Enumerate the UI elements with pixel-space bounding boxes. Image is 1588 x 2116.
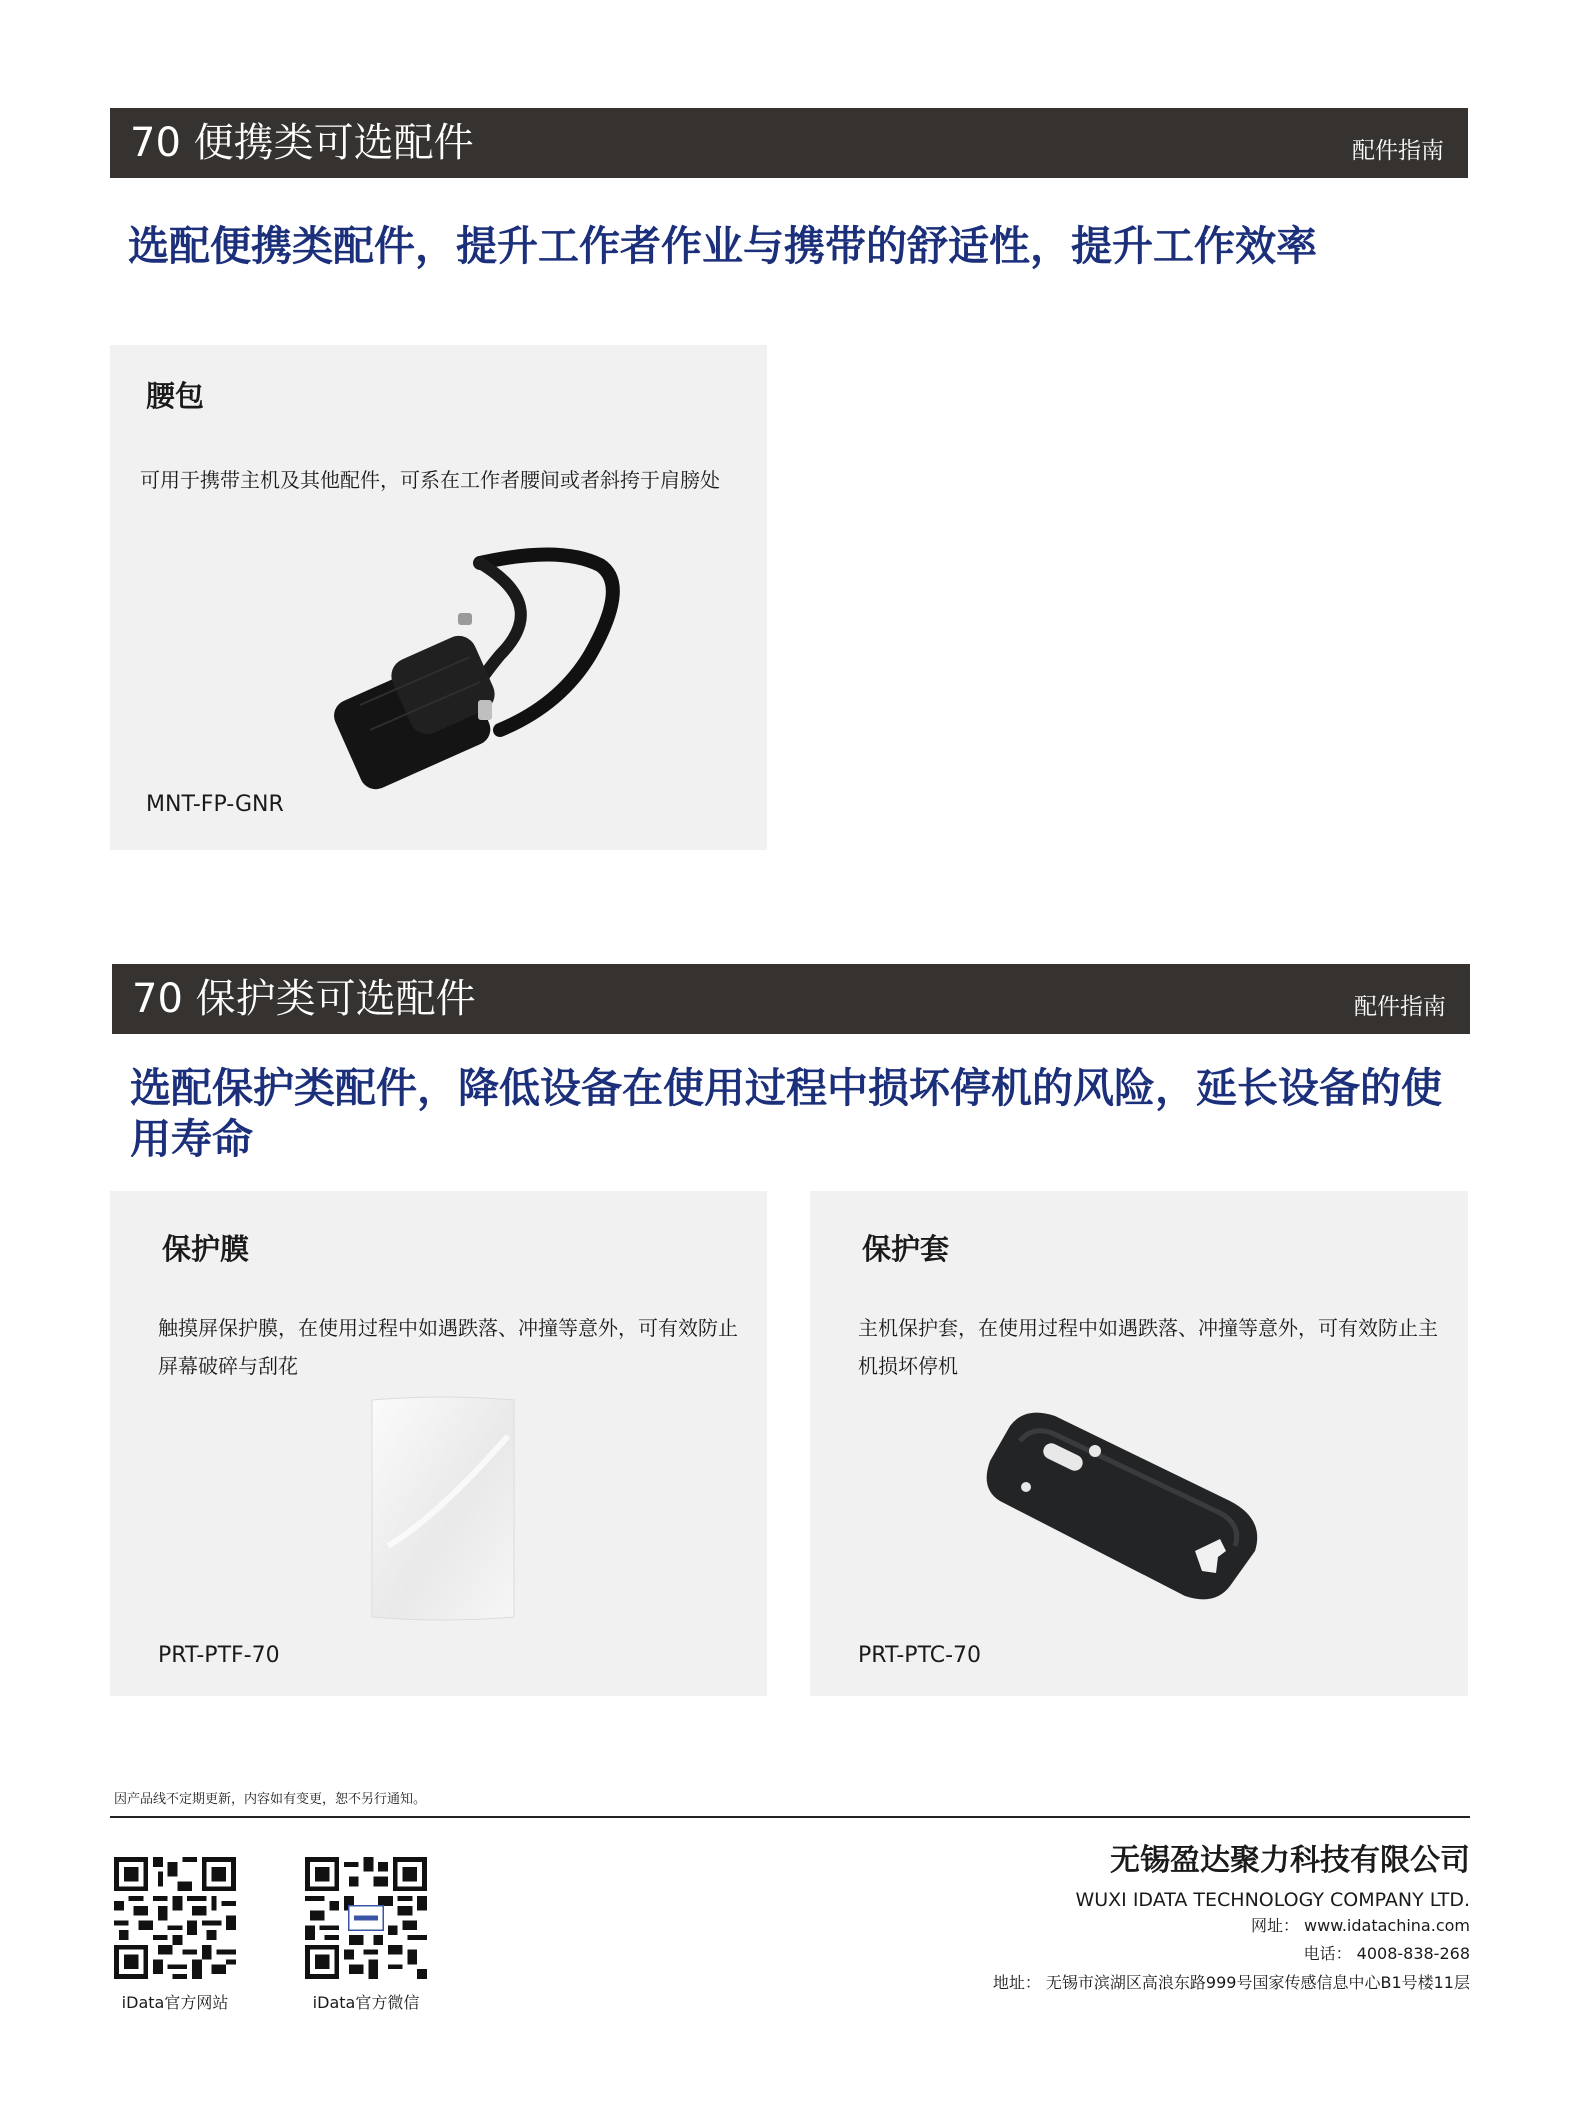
section-tag: 配件指南 xyxy=(1354,994,1446,1020)
company-name-cn: 无锡盈达聚力科技有限公司 xyxy=(1110,1843,1470,1878)
card-sku: PRT-PTF-70 xyxy=(158,1643,280,1668)
section-headline: 选配便携类配件，提升工作者作业与携带的舒适性，提升工作效率 xyxy=(128,222,1317,270)
wechat-qr-code[interactable] xyxy=(305,1857,427,1979)
footer-divider xyxy=(110,1816,1470,1818)
accessory-card-protective-case xyxy=(810,1191,1468,1696)
website-qr-code[interactable] xyxy=(114,1857,236,1979)
company-name-en: WUXI IDATA TECHNOLOGY COMPANY LTD. xyxy=(1075,1889,1470,1911)
website-qr-caption: iData官方网站 xyxy=(121,1993,229,2012)
section-title: 70 保护类可选配件 xyxy=(132,976,476,1022)
company-website[interactable]: 网址： www.idatachina.com xyxy=(1250,1916,1470,1935)
screen-protector-image xyxy=(368,1396,518,1621)
wechat-qr-caption: iData官方微信 xyxy=(312,1993,420,2012)
card-sku: PRT-PTC-70 xyxy=(858,1643,982,1668)
company-phone: 电话： 4008-838-268 xyxy=(1303,1944,1470,1963)
card-description: 触摸屏保护膜，在使用过程中如遇跌落、冲撞等意外，可有效防止屏幕破碎与刮花 xyxy=(158,1316,738,1378)
card-sku: MNT-FP-GNR xyxy=(146,792,284,817)
waist-pack-image xyxy=(300,545,720,805)
disclaimer-notice: 因产品线不定期更新，内容如有变更，恕不另行通知。 xyxy=(114,1792,427,1807)
section-banner-portable xyxy=(110,108,1468,178)
section-tag: 配件指南 xyxy=(1352,138,1444,164)
section-headline: 选配保护类配件，降低设备在使用过程中损坏停机的风险，延长设备的使用寿命 xyxy=(130,1064,1442,1163)
accessory-card-screen-protector xyxy=(110,1191,767,1696)
section-title: 70 便携类可选配件 xyxy=(130,120,474,166)
accessory-card-waist-pack xyxy=(110,345,767,850)
card-description: 可用于携带主机及其他配件，可系在工作者腰间或者斜挎于肩膀处 xyxy=(140,468,720,492)
card-title: 腰包 xyxy=(146,379,205,413)
protective-case-image xyxy=(980,1401,1280,1611)
section-banner-protection xyxy=(112,964,1470,1034)
card-description: 主机保护套，在使用过程中如遇跌落、冲撞等意外，可有效防止主机损坏停机 xyxy=(858,1316,1438,1378)
card-title: 保护套 xyxy=(862,1232,950,1266)
company-address: 地址： 无锡市滨湖区高浪东路999号国家传感信息中心B1号楼11层 xyxy=(992,1973,1470,1992)
card-title: 保护膜 xyxy=(162,1232,250,1266)
